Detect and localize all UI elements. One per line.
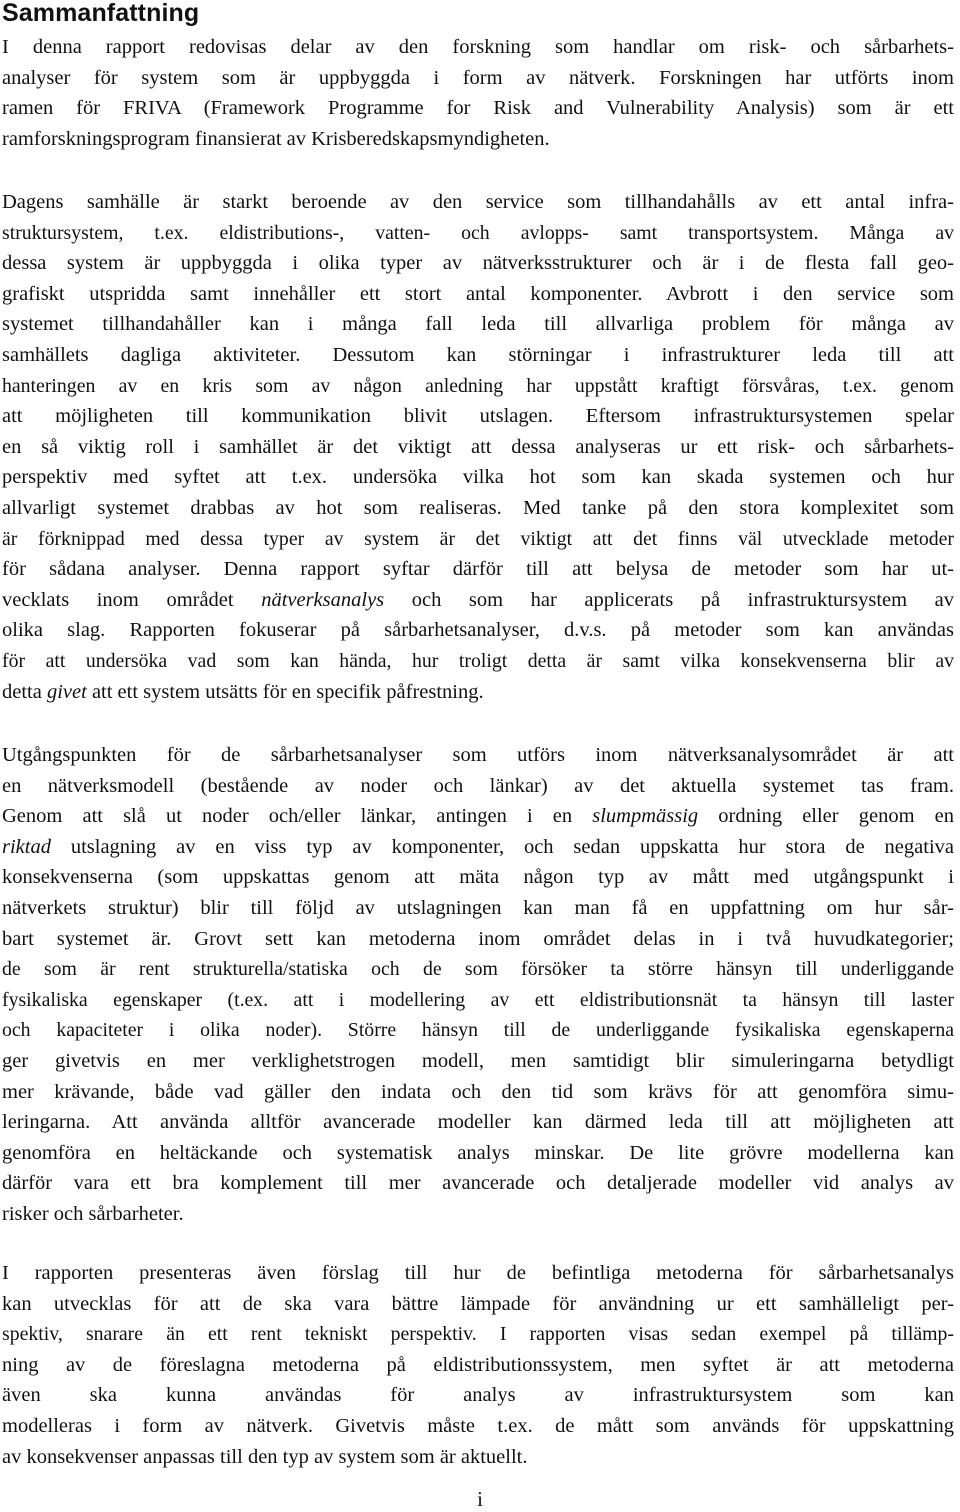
text-line: Dagens samhälle är starkt beroende av den service som tillhandahålls av ett antal infra- [2,191,954,213]
text-line: dessa system är uppbyggda i olika typer av nätverksstrukturer och är i de flesta fall geo- [2,252,954,275]
text-line: leringarna. Att använda alltför avancerade modeller kan därmed leda till att möjligheten att [2,1111,954,1134]
text-run: detta [2,680,47,703]
text-line: analyser för system som är uppbyggda i form av nätverk. Forskningen har utförts inom [2,66,954,89]
text-line [2,585,954,616]
emphasis-term: nätverksanalys [261,588,385,611]
text-line: även ska kunna användas för analys av infrastruktursystem som kan [2,1384,954,1407]
text-line: en så viktig roll i samhället är det viktigt att dessa analyseras ur ett risk- och sårbarhets- [2,435,954,458]
text-line: för sådana analyser. Denna rapport syftar därför till att belysa de metoder som har ut- [2,558,954,581]
emphasis-term: slumpmässig [592,805,699,828]
text-line: modelleras i form av nätverk. Givetvis måste t.ex. de mått som används för uppskattning [2,1414,954,1437]
text-line: ramforskningsprogram finansierat av Krisberedskapsmyndigheten. [2,127,550,150]
text-run: vecklats inom området [2,588,262,611]
text-line: kan utvecklas för att de ska vara bättre lämpade för användning ur ett samhälleligt per- [2,1292,954,1315]
text-line: Utgångspunkten för de sårbarhetsanalyser som utförs inom nätverksanalysområdet är att [2,744,954,766]
paragraph-3 [2,740,954,1230]
paragraph-2 [2,187,954,707]
text-line: fysikaliska egenskaper (t.ex. att i modellering av ett eldistributionsnät ta hänsyn till laster [2,988,954,1011]
text-run: Genom att slå ut noder och/eller länkar, antingen i en [2,805,593,828]
text-line: spektiv, snarare än ett rent tekniskt perspektiv. I rapporten visas sedan exempel på tillämp- [2,1323,954,1346]
text-line: därför vara ett bra komplement till mer avancerade och detaljerade modeller vid analys av [2,1172,954,1195]
text-line: hanteringen av en kris som av någon anledning har uppstått kraftigt försvåras, t.ex. genom [2,374,954,397]
paragraph-4 [2,1258,954,1472]
text-line: konsekvenserna (som uppskattas genom att mäta någon typ av mått med utgångspunkt i [2,866,954,889]
text-line: ger givetvis en mer verklighetstrogen modell, men samtidigt blir simuleringarna betydligt [2,1049,954,1072]
text-line: genomföra en heltäckande och systematisk analys minskar. De lite grövre modellerna kan [2,1141,954,1164]
emphasis-term: riktad [2,835,51,858]
text-line: risker och sårbarheter. [2,1202,184,1225]
text-line: struktursystem, t.ex. eldistributions-, vatten- och avlopps- samt transportsystem. Många av [2,221,954,244]
section-heading: Sammanfattning [2,0,200,27]
text-line: en nätverksmodell (bestående av noder och länkar) av det aktuella systemet tas fram. [2,774,954,797]
text-line [2,801,954,832]
page-number: i [477,1487,483,1511]
text-line: de som är rent strukturella/statiska och de som försöker ta större hänsyn till underliggande [2,958,954,981]
text-line: I rapporten presenteras även förslag till hur de befintliga metoderna för sårbarhetsanalys [2,1262,954,1284]
text-line: och kapaciteter i olika noder). Större hänsyn till de underliggande fysikaliska egenskaperna [2,1019,954,1042]
text-line [2,677,954,708]
text-line: allvarligt systemet drabbas av hot som realiseras. Med tanke på den stora komplexitet som [2,496,954,519]
text-line: I denna rapport redovisas delar av den forskning som handlar om risk- och sårbarhets- [2,36,954,58]
text-line: bart systemet är. Grovt sett kan metoderna inom området delas in i två huvudkategorier; [2,927,954,950]
text-line: perspektiv med syftet att t.ex. undersöka vilka hot som kan skada systemen och hur [2,466,954,489]
text-line [2,832,954,863]
emphasis-term: givet [46,680,87,703]
text-line: ramen för FRIVA (Framework Programme for Risk and Vulnerability Analysis) som är ett [2,97,954,120]
text-line: systemet tillhandahåller kan i många fall leda till allvarliga problem för många av [2,313,954,336]
text-line: nätverkets struktur) blir till följd av utslagningen kan man få en uppfattning om hur sår- [2,896,954,919]
text-line: ning av de föreslagna metoderna på eldistributionssystem, men syftet är att metoderna [2,1353,954,1376]
text-run: att ett system utsätts för en specifik påfrestning. [86,680,484,703]
text-line: samhällets dagliga aktiviteter. Dessutom kan störningar i infrastrukturer leda till att [2,343,954,366]
paragraph-1 [2,32,954,154]
text-run: utslagning av en viss typ av komponenter, och sedan uppskatta hur stora de negativa [50,835,954,858]
text-line: olika slag. Rapporten fokuserar på sårbarhetsanalyser, d.v.s. på metoder som kan användas [2,619,954,642]
text-run: ordning eller genom en [698,805,954,828]
text-line: är förknippad med dessa typer av system är det viktigt att det finns väl utvecklade metoder [2,527,954,550]
text-line: för att undersöka vad som kan hända, hur troligt detta är samt vilka konsekvenserna blir av [2,649,954,672]
text-line: att möjligheten till kommunikation blivit utslagen. Eftersom infrastruktursystemen spelar [2,405,954,428]
text-run: och som har applicerats på infrastruktursystem av [384,588,954,611]
text-line: mer krävande, både vad gäller den indata och den tid som krävs för att genomföra simu- [2,1080,954,1103]
text-line: grafiskt utspridda samt innehåller ett stort antal komponenter. Avbrott i den service som [2,282,954,305]
text-line: av konsekvenser anpassas till den typ av system som är aktuellt. [2,1445,528,1468]
